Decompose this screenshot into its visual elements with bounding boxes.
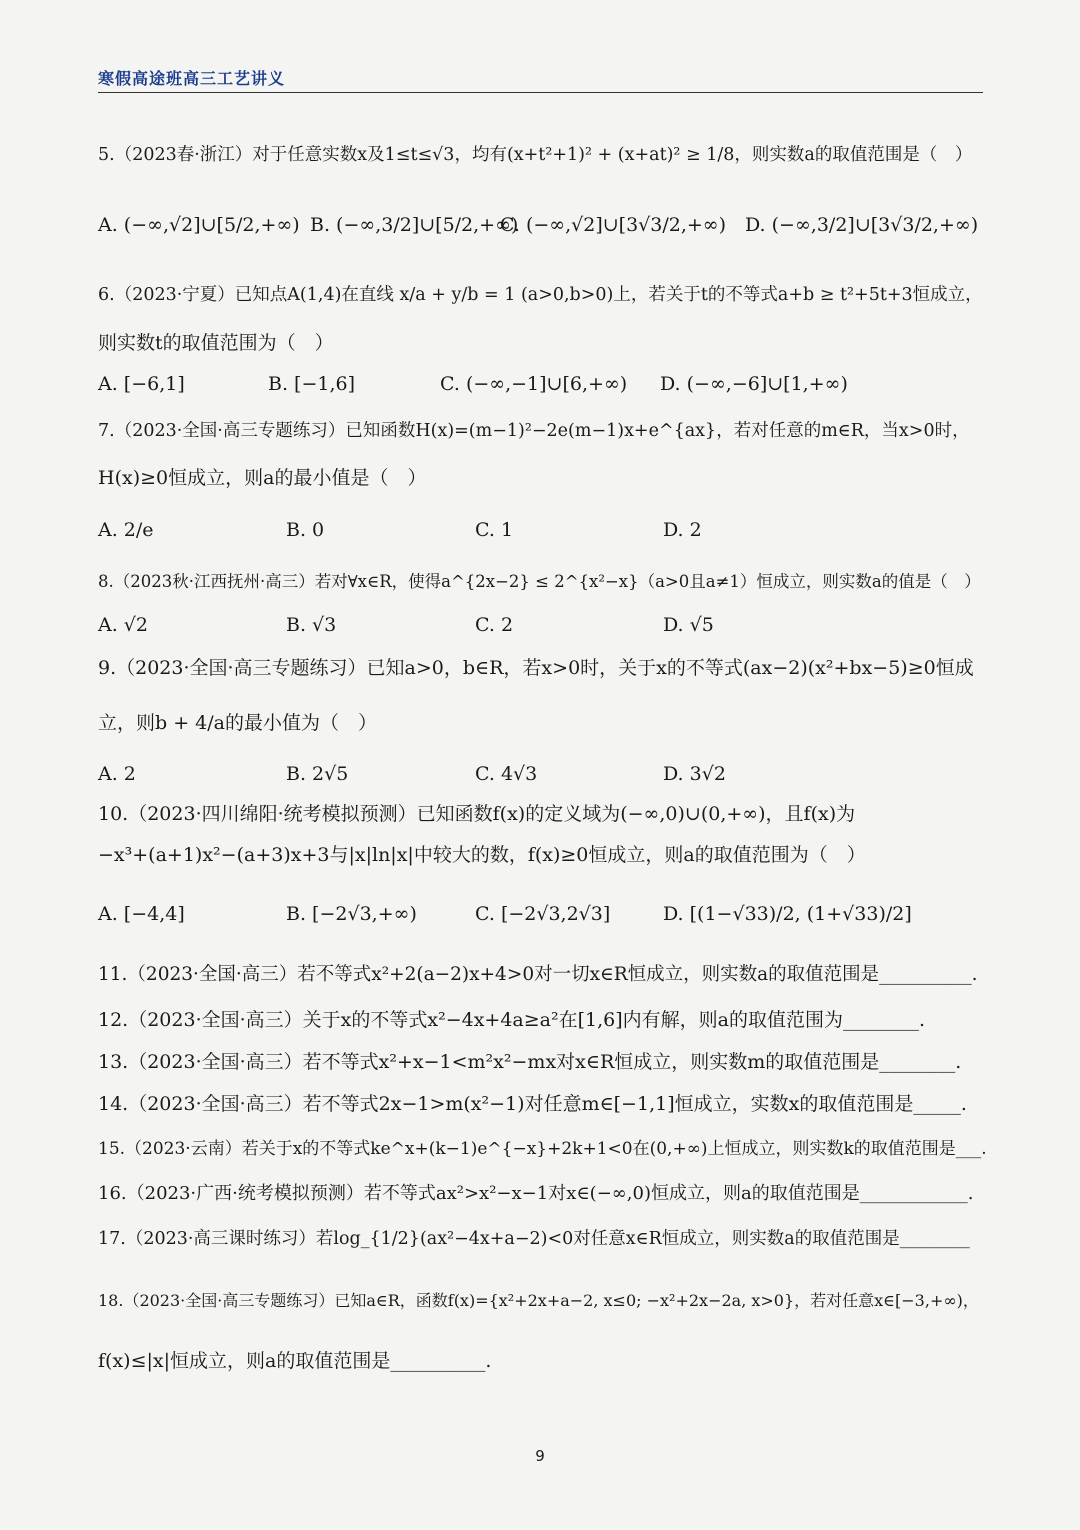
problem-8-option-b: B. √3 bbox=[286, 614, 337, 636]
problem-7-option-c: C. 1 bbox=[475, 519, 514, 541]
problem-12: 12.（2023·全国·高三）关于x的不等式x²−4x+4a≥a²在[1,6]内有解，则a的取值范围为________. bbox=[98, 1009, 926, 1031]
problem-10-option-d: D. [(1−√33)/2, (1+√33)/2] bbox=[663, 903, 912, 925]
problem-17: 17.（2023·高三课时练习）若log_{1/2}(ax²−4x+a−2)<0对任意x∈R恒成立，则实数a的取值范围是________ bbox=[98, 1229, 970, 1249]
problem-7-stem-2: H(x)≥0恒成立，则a的最小值是（ ） bbox=[98, 467, 427, 489]
problem-5-option-d: D. (−∞,3/2]∪[3√3/2,+∞) bbox=[745, 214, 979, 236]
problem-11: 11.（2023·全国·高三）若不等式x²+2(a−2)x+4>0对一切x∈R恒成立，则实数a的取值范围是__________. bbox=[98, 964, 978, 985]
problem-8-option-c: C. 2 bbox=[475, 614, 514, 636]
problem-7-stem-1: 7.（2023·全国·高三专题练习）已知函数H(x)=(m−1)²−2e(m−1)x+e^{ax}，若对任意的m∈R，当x>0时， bbox=[98, 421, 970, 441]
problem-7-option-d: D. 2 bbox=[663, 519, 702, 541]
problem-6-option-b: B. [−1,6] bbox=[268, 373, 356, 395]
problem-13: 13.（2023·全国·高三）若不等式x²+x−1<m²x²−mx对x∈R恒成立，则实数m的取值范围是________. bbox=[98, 1051, 962, 1073]
problem-5-option-a: A. (−∞,√2]∪[5/2,+∞) bbox=[98, 214, 300, 236]
problem-10-stem-1: 10.（2023·四川绵阳·统考模拟预测）已知函数f(x)的定义域为(−∞,0)∪(0,+∞)，且f(x)为 bbox=[98, 803, 856, 825]
problem-9-option-b: B. 2√5 bbox=[286, 763, 349, 785]
problem-5-option-c: C. (−∞,√2]∪[3√3/2,+∞) bbox=[500, 214, 727, 236]
problem-10-option-a: A. [−4,4] bbox=[98, 903, 185, 925]
page-number: 9 bbox=[535, 1447, 545, 1465]
problem-8-option-d: D. √5 bbox=[663, 614, 714, 636]
problem-10-stem-2: −x³+(a+1)x²−(a+3)x+3与|x|ln|x|中较大的数，f(x)≥0恒成立，则a的取值范围为（ ） bbox=[98, 844, 866, 866]
problem-9-stem-1: 9.（2023·全国·高三专题练习）已知a>0，b∈R，若x>0时，关于x的不等式(ax−2)(x²+bx−5)≥0恒成 bbox=[98, 657, 974, 679]
problem-6-option-c: C. (−∞,−1]∪[6,+∞) bbox=[440, 373, 628, 395]
problem-8-stem: 8.（2023秋·江西抚州·高三）若对∀x∈R，使得a^{2x−2} ≤ 2^{x²−x}（a>0且a≠1）恒成立，则实数a的值是（ ） bbox=[98, 572, 981, 591]
header-rule bbox=[98, 92, 983, 93]
problem-10-option-b: B. [−2√3,+∞) bbox=[286, 903, 417, 925]
problem-18-stem-1: 18.（2023·全国·高三专题练习）已知a∈R，函数f(x)={x²+2x+a−2, x≤0; −x²+2x−2a, x>0}，若对任意x∈[−3,+∞)， bbox=[98, 1291, 979, 1310]
problem-14: 14.（2023·全国·高三）若不等式2x−1>m(x²−1)对任意m∈[−1,1]恒成立，实数x的取值范围是_____. bbox=[98, 1093, 967, 1115]
problem-6-stem-1: 6.（2023·宁夏）已知点A(1,4)在直线 x/a + y/b = 1 (a>0,b>0)上，若关于t的不等式a+b ≥ t²+5t+3恒成立， bbox=[98, 285, 983, 305]
problem-7-option-b: B. 0 bbox=[286, 519, 325, 541]
problem-10-option-c: C. [−2√3,2√3] bbox=[475, 903, 611, 925]
problem-6-option-a: A. [−6,1] bbox=[98, 373, 185, 395]
problem-6-option-d: D. (−∞,−6]∪[1,+∞) bbox=[660, 373, 848, 395]
problem-5-option-b: B. (−∞,3/2]∪[5/2,+∞) bbox=[310, 214, 519, 236]
problem-6-stem-2: 则实数t的取值范围为（ ） bbox=[98, 332, 334, 354]
problem-8-option-a: A. √2 bbox=[98, 614, 148, 636]
problem-5-stem: 5.（2023春·浙江）对于任意实数x及1≤t≤√3，均有(x+t²+1)² + (x+at)² ≥ 1/8，则实数a的取值范围是（ ） bbox=[98, 145, 973, 165]
problem-18-stem-2: f(x)≤|x|恒成立，则a的取值范围是__________. bbox=[98, 1350, 492, 1372]
problem-16: 16.（2023·广西·统考模拟预测）若不等式ax²>x²−x−1对x∈(−∞,0)恒成立，则a的取值范围是____________. bbox=[98, 1183, 974, 1204]
problem-15: 15.（2023·云南）若关于x的不等式ke^x+(k−1)e^{−x}+2k+1<0在(0,+∞)上恒成立，则实数k的取值范围是___. bbox=[98, 1139, 987, 1159]
header-title: 寒假高途班高三工艺讲义 bbox=[98, 69, 286, 88]
problem-9-stem-2: 立，则b + 4/a的最小值为（ ） bbox=[98, 712, 377, 734]
problem-7-option-a: A. 2/e bbox=[98, 519, 154, 541]
problem-9-option-c: C. 4√3 bbox=[475, 763, 538, 785]
problem-9-option-d: D. 3√2 bbox=[663, 763, 726, 785]
problem-9-option-a: A. 2 bbox=[98, 763, 136, 785]
